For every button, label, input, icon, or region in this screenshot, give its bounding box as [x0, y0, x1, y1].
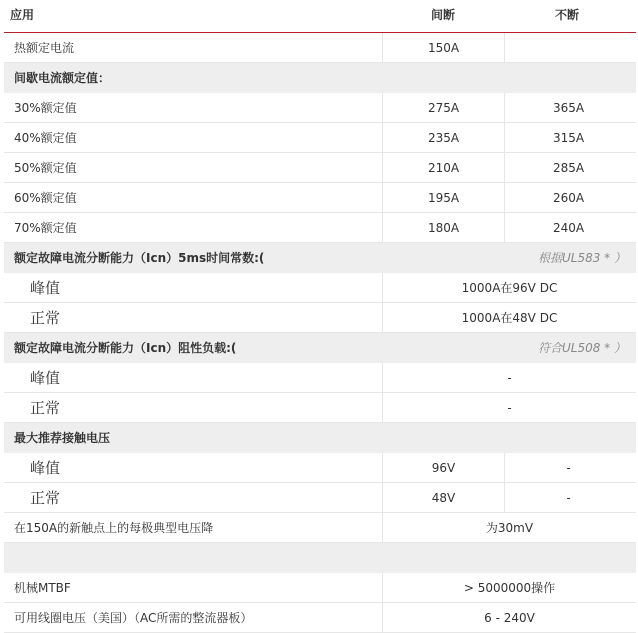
table-row: [4, 213, 636, 243]
row-label: 40%额定值: [14, 131, 77, 145]
section-title: 额定故障电流分断能力（Icn）5ms时间常数:(: [14, 251, 265, 265]
row-label: 正常: [30, 399, 61, 417]
row-label: 50%额定值: [14, 161, 77, 175]
row-value-continuous: 260A: [504, 183, 632, 212]
section-title: 间歇电流额定值：: [14, 71, 111, 85]
table-row: [4, 183, 636, 213]
row-label: 热额定电流: [14, 41, 75, 55]
table-row: [4, 303, 636, 333]
table-row: [4, 363, 636, 393]
table-row: [4, 573, 636, 603]
table-row: [4, 93, 636, 123]
row-value-continuous: 240A: [504, 213, 632, 242]
row-value-continuous: 315A: [504, 123, 632, 152]
table-row: [4, 153, 636, 183]
header-application: 应用: [10, 8, 35, 22]
section-note: 符合UL508 * ）: [537, 341, 626, 355]
section-row: [4, 243, 636, 273]
row-value-combined: > 5000000操作: [382, 573, 636, 602]
row-value-intermittent: 235A: [382, 123, 504, 152]
row-label: 60%额定值: [14, 191, 77, 205]
row-value-intermittent: 48V: [382, 483, 504, 512]
row-label: 机械MTBF: [14, 581, 71, 595]
row-label: 正常: [30, 309, 61, 327]
row-label: 在150A的新触点上的每极典型电压降: [14, 521, 214, 535]
section-row: [4, 63, 636, 93]
empty-section-row: [4, 543, 636, 573]
table-row: [4, 513, 636, 543]
header-intermittent: 间断: [431, 8, 456, 22]
row-label: 峰值: [30, 369, 61, 387]
row-value-intermittent: 195A: [382, 183, 504, 212]
table-row: [4, 33, 636, 63]
table-row: [4, 603, 636, 633]
section-note: 根据UL583 * ）: [537, 251, 626, 265]
row-value-combined: -: [382, 363, 636, 392]
row-label: 峰值: [30, 279, 61, 297]
section-title: 额定故障电流分断能力（Icn）阻性负载:(: [14, 341, 237, 355]
row-label: 30%额定值: [14, 101, 77, 115]
row-value-combined: -: [382, 393, 636, 422]
row-value-intermittent: 275A: [382, 93, 504, 122]
row-value-intermittent: 96V: [382, 453, 504, 482]
header-continuous: 不断: [555, 8, 580, 22]
row-value-intermittent: 150A: [382, 33, 504, 62]
row-value-combined: 1000A在96V DC: [382, 273, 636, 302]
table-row: [4, 453, 636, 483]
table-header: [4, 0, 636, 33]
table-row: [4, 123, 636, 153]
row-label: 峰值: [30, 459, 61, 477]
row-label: 70%额定值: [14, 221, 77, 235]
row-value-continuous: 365A: [504, 93, 632, 122]
row-value-continuous: -: [504, 453, 632, 482]
section-row: [4, 423, 636, 453]
table-row: [4, 483, 636, 513]
row-value-combined: 6 - 240V: [382, 603, 636, 632]
row-value-combined: 1000A在48V DC: [382, 303, 636, 332]
table-row: [4, 273, 636, 303]
table-row: [4, 393, 636, 423]
row-value-intermittent: 210A: [382, 153, 504, 182]
section-title: 最大推荐接触电压: [14, 431, 111, 445]
spec-table: [4, 0, 636, 633]
row-value-continuous: -: [504, 483, 632, 512]
row-label: 可用线圈电压（美国）（AC所需的整流器板）: [14, 611, 253, 625]
row-value-continuous: 285A: [504, 153, 632, 182]
row-value-intermittent: 180A: [382, 213, 504, 242]
row-label: 正常: [30, 489, 61, 507]
row-value-continuous: [504, 33, 632, 62]
section-row: [4, 333, 636, 363]
row-value-combined: 为30mV: [382, 513, 636, 542]
